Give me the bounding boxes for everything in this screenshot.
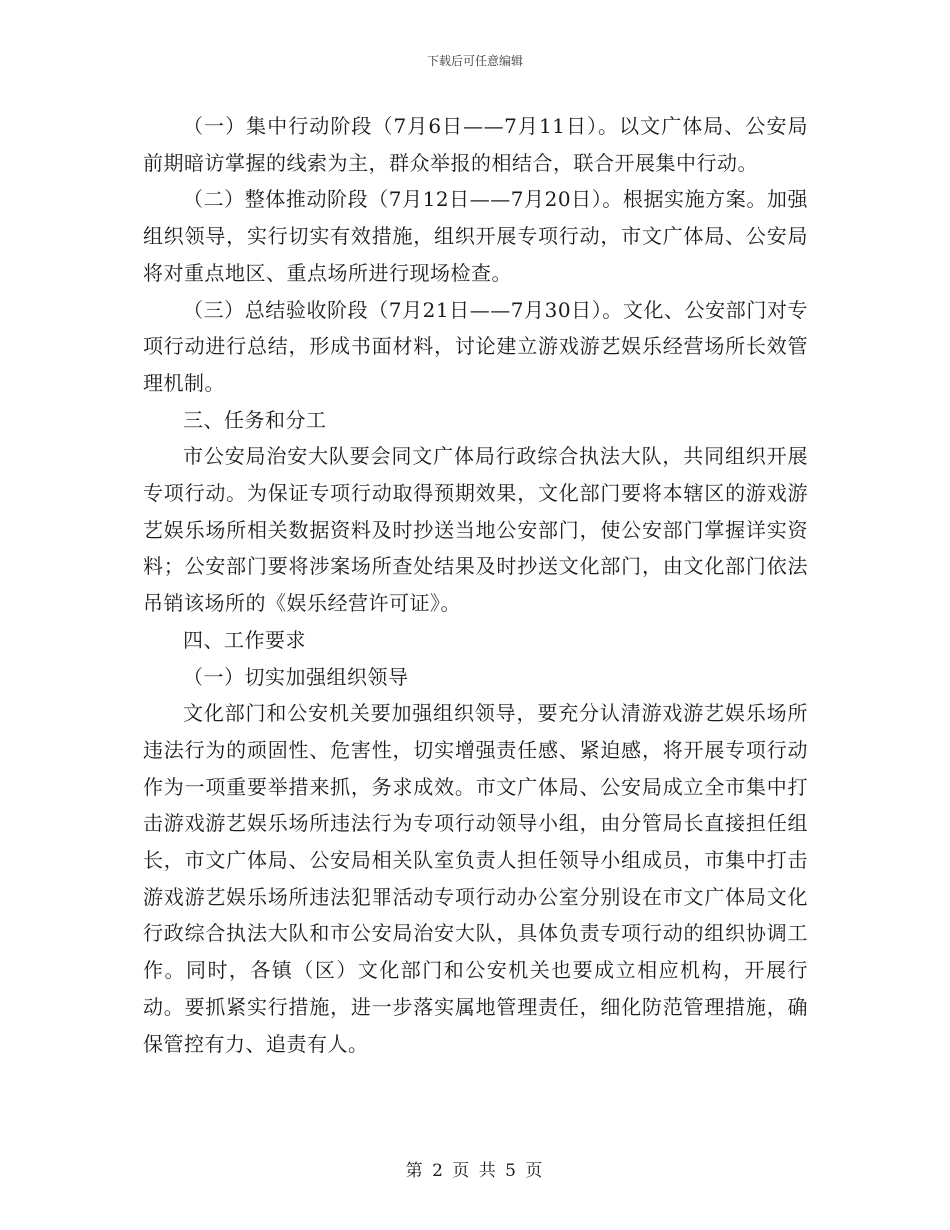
paragraph-stage-two: （二）整体推动阶段（7月12日——7月20日）。根据实施方案。加强组织领导，实行切实有效措施，组织开展专项行动，市文广体局、公安局将对重点地区、重点场所进行现场检查。 [143, 187, 808, 285]
section-heading-tasks: 三、任务和分工 [183, 407, 327, 432]
page-header: 下载后可任意编辑 [426, 54, 523, 68]
paragraph-leadership: 文化部门和公安机关要加强组织领导，要充分认清游戏游艺娱乐场所违法行为的顽固性、危害性，切实增强责任感、紧迫感，将开展专项行动作为一项重要举措来抓，务求成效。市文广体局、公安局成立全市集中打击游戏游艺娱乐场所违法行为专项行动领导小组，由分管局长直接担任组长，市文广体局、公安局相关队室负责人担任领导小组成员，市集中打击游戏游艺娱乐场所违法犯罪活动专项行动办公室分别设在市文广体局文化行政综合执法大队和市公安局治安大队，具体负责专项行动的组织协调工作。同时，各镇（区）文化部门和公安机关也要成立相应机构，开展行动。要抓紧实行措施，进一步落实属地管理责任，细化防范管理措施，确保管控有力、追责有人。 [143, 701, 808, 1056]
section-heading-requirements: 四、工作要求 [183, 627, 306, 652]
paragraph-stage-three: （三）总结验收阶段（7月21日——7月30日）。文化、公安部门对专项行动进行总结，形成书面材料，讨论建立游戏游艺娱乐经营场所长效管理机制。 [143, 297, 808, 395]
subheading-leadership: （一）切实加强组织领导 [183, 664, 409, 689]
paragraph-tasks: 市公安局治安大队要会同文广体局行政综合执法大队，共同组织开展专项行动。为保证专项行动取得预期效果，文化部门要将本辖区的游戏游艺娱乐场所相关数据资料及时抄送当地公安部门，使公安部门掌握详实资料；公安部门要将涉案场所查处结果及时抄送文化部门，由文化部门依法吊销该场所的《娱乐经营许可证》。 [143, 444, 808, 616]
document-body [143, 108, 808, 1062]
paragraph-stage-one: （一）集中行动阶段（7月6日——7月11日）。以文广体局、公安局前期暗访掌握的线索为主，群众举报的相结合，联合开展集中行动。 [143, 114, 808, 175]
page-number: 第 2 页 共 5 页 [405, 1161, 545, 1181]
